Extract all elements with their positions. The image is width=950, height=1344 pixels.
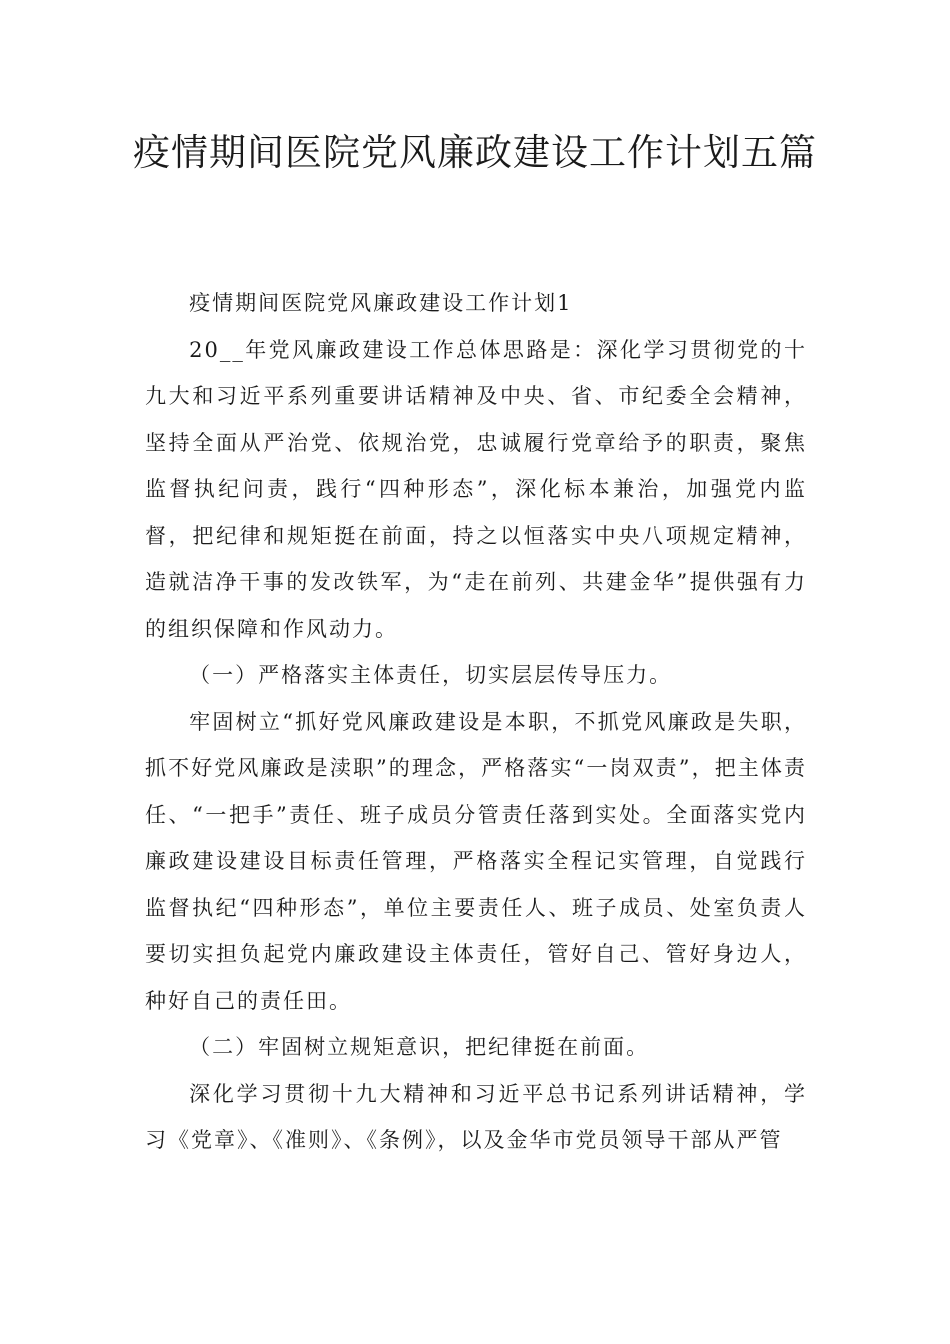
document-body: [145, 280, 807, 1164]
subheading-one: （一）严格落实主体责任，切实层层传导压力。: [189, 663, 673, 687]
body-paragraph-overall-approach: 20__年党风廉政建设工作总体思路是：深化学习贯彻党的十九大和习近平系列重要讲话精神及中央、省、市纪委全会精神，坚持全面从严治党、依规治党，忠诚履行党章给予的职责，聚焦监督执纪问责，践行“四种形态”，深化标本兼治，加强党内监督，把纪律和规矩挺在前面，持之以恒落实中央八项规定精神，造就洁净干事的发改铁军，为“走在前列、共建金华”提供强有力的组织保障和作风动力。: [145, 337, 807, 641]
subheading-two: （二）牢固树立规矩意识，把纪律挺在前面。: [189, 1035, 650, 1059]
document-title: 疫情期间医院党风廉政建设工作计划五篇: [133, 131, 817, 174]
section-heading-plan-1: 疫情期间医院党风廉政建设工作计划1: [189, 291, 573, 315]
body-paragraph-study: 深化学习贯彻十九大精神和习近平总书记系列讲话精神，学习《党章》、《准则》、《条例》，以及金华市党员领导干部从严管: [145, 1081, 807, 1152]
body-paragraph-responsibility: 牢固树立“抓好党风廉政建设是本职，不抓党风廉政是失职，抓不好党风廉政是渎职”的理念，严格落实“一岗双责”，把主体责任、“一把手”责任、班子成员分管责任落到实处。全面落实党内廉政建设建设目标责任管理，严格落实全程记实管理，自觉践行监督执纪“四种形态”，单位主要责任人、班子成员、处室负责人要切实担负起党内廉政建设主体责任，管好自己、管好身边人，种好自己的责任田。: [145, 709, 807, 1013]
